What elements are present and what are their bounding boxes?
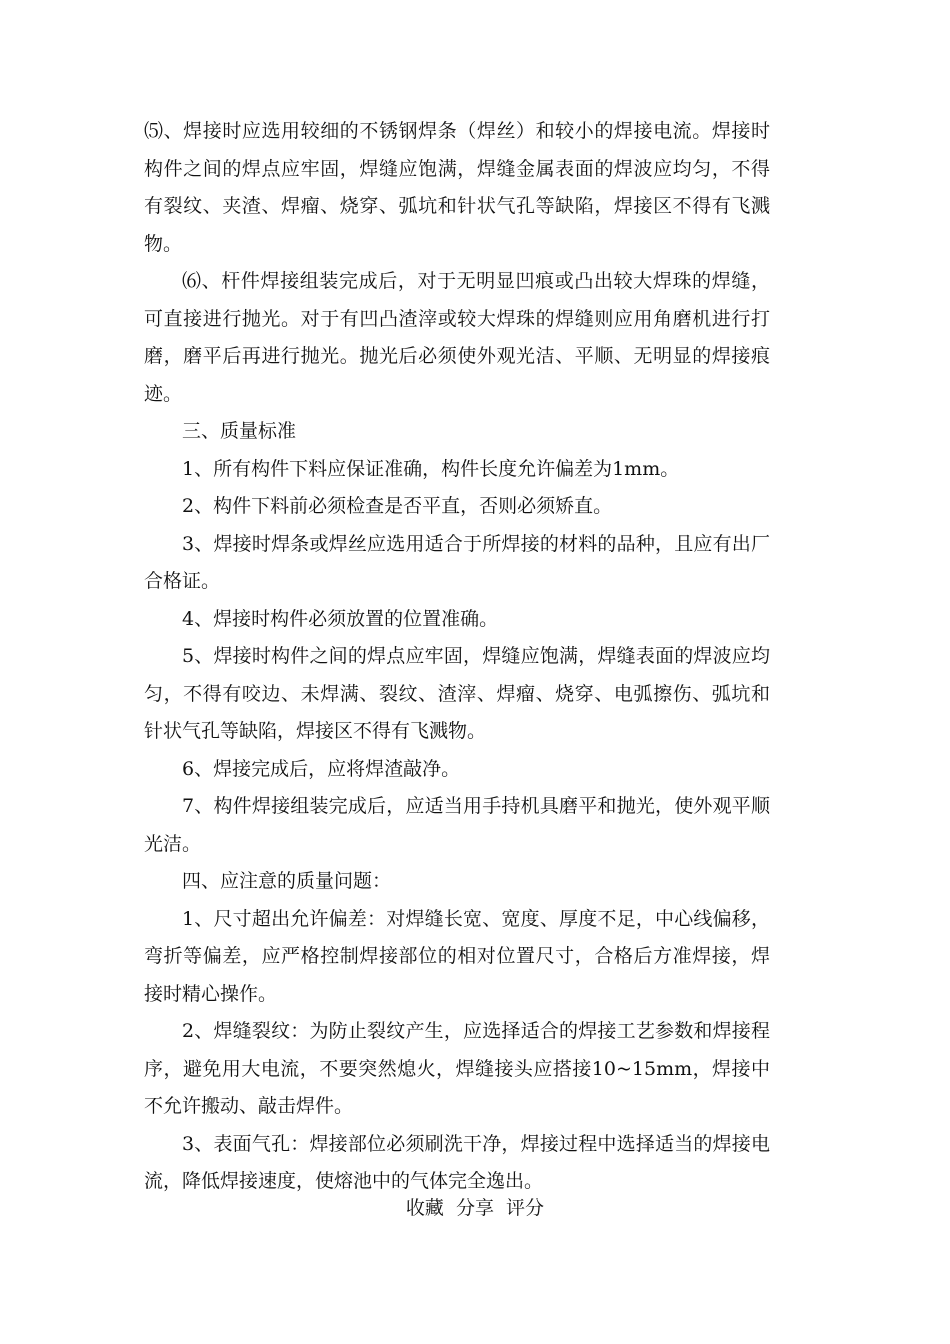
paragraph-issue-1: 1、尺寸超出允许偏差：对焊缝长宽、宽度、厚度不足，中心线偏移，弯折等偏差，应严格控制焊接部位的相对位置尺寸，合格后方准焊接，焊接时精心操作。 (144, 907, 770, 1005)
footer-action-bar (0, 1193, 950, 1223)
paragraph-issue-2: 2、焊缝裂纹：为防止裂纹产生，应选择适合的焊接工艺参数和焊接程序，避免用大电流，不要突然熄火，焊缝接头应搭接10~15mm，焊接中不允许搬动、敲击焊件。 (144, 1020, 770, 1117)
section-heading-quality-standards: 三、质量标准 (182, 420, 297, 442)
paragraph-standard-6: 6、焊接完成后，应将焊渣敲净。 (182, 757, 461, 780)
paragraph-standard-7: 7、构件焊接组装完成后，应适当用手持机具磨平和抛光，使外观平顺光洁。 (144, 795, 770, 855)
paragraph-standard-4: 4、焊接时构件必须放置的位置准确。 (182, 607, 499, 630)
paragraph-standard-3: 3、焊接时焊条或焊丝应选用适合于所焊接的材料的品种，且应有出厂合格证。 (144, 532, 770, 592)
rate-button[interactable]: 评分 (506, 1197, 545, 1219)
share-button[interactable]: 分享 (455, 1197, 494, 1219)
paragraph-standard-2: 2、构件下料前必须检查是否平直，否则必须矫直。 (182, 495, 613, 517)
collect-button[interactable]: 收藏 (405, 1197, 444, 1219)
section-heading-quality-issues: 四、应注意的质量问题： (182, 870, 392, 892)
paragraph-weld-rod-selection: ⑸、焊接时应选用较细的不锈钢焊条（焊丝）和较小的焊接电流。焊接时构件之间的焊点应牢固，焊缝应饱满，焊缝金属表面的焊波应均匀，不得有裂纹、夹渣、焊瘤、烧穿、弧坑和针状气孔等缺陷，焊接区不得有飞溅物。 (144, 120, 770, 255)
document-body (144, 113, 770, 1201)
paragraph-standard-5: 5、焊接时构件之间的焊点应牢固，焊缝应饱满，焊缝表面的焊波应均匀，不得有咬边、未焊满、裂纹、渣滓、焊瘤、烧穿、电弧擦伤、弧坑和针状气孔等缺陷，焊接区不得有飞溅物。 (144, 645, 770, 742)
paragraph-polishing: ⑹、杆件焊接组装完成后，对于无明显凹痕或凸出较大焊珠的焊缝，可直接进行抛光。对于有凹凸渣滓或较大焊珠的焊缝则应用角磨机进行打磨，磨平后再进行抛光。抛光后必须使外观光洁、平顺、无明显的焊接痕迹。 (144, 270, 770, 405)
paragraph-issue-3: 3、表面气孔：焊接部位必须刷洗干净，焊接过程中选择适当的焊接电流，降低焊接速度，使熔池中的气体完全逸出。 (144, 1132, 770, 1192)
paragraph-standard-1: 1、所有构件下料应保证准确，构件长度允许偏差为1mm。 (182, 457, 680, 480)
